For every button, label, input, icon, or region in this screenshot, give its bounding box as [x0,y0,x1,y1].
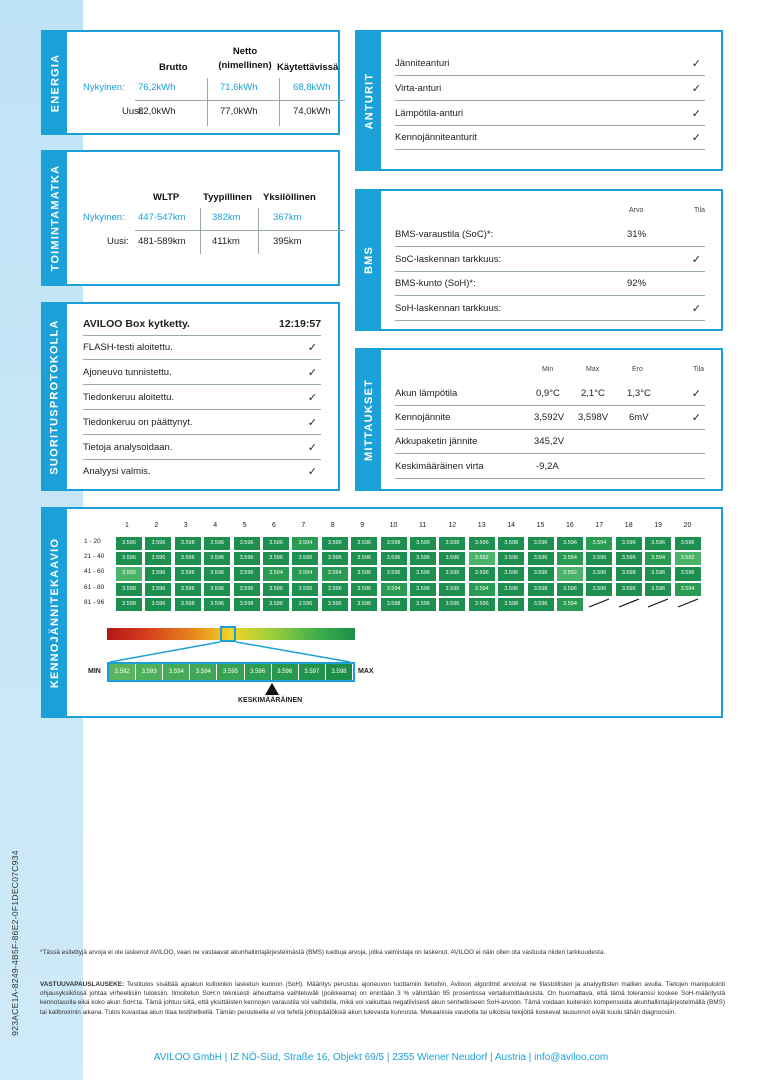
cell-voltage: 3.594 [291,536,319,551]
mittaukset-row: Akun lämpötila 0,9°C 2,1°C 1,3°C ✓ [395,382,705,406]
cell-voltage: 3.596 [262,582,290,597]
cell-voltage: 3.596 [380,551,408,566]
cell-voltage: 3.596 [144,597,172,612]
cell-voltage: 3.596 [350,536,378,551]
cell-voltage: 3.594 [321,566,349,581]
cell-voltage: 3.594 [380,582,408,597]
cell-voltage: 3.596 [115,536,143,551]
cell-voltage: 3.596 [438,566,466,581]
grid-col-label: 11 [419,522,427,529]
grid-col-label: 6 [272,522,276,529]
cell-voltage: 3.598 [380,536,408,551]
grid-row-label: 61 - 80 [84,583,105,591]
suoritus-item: Ajoneuvo tunnistettu. ✓ [83,361,321,385]
cell-voltage: 3.594 [556,551,584,566]
cell-voltage: 3.596 [527,597,555,612]
cell-voltage: 3.596 [674,536,702,551]
disclaimer: VASTUUVAPAUSLAUSEKE: Testitulos sisältää ajoakun kulloinkin lasketun kunnon (SoH). Määritys perustuu ajoneuvon tuottamiin tietoihin. Avilοon algoritmit arvioivat ne tilastollisten ja analyyttisten mallien avulla. Tietojen manipulointi ohjausyksikössä johtaa virheellisiin tuloksiin. Ilmoitetun SoH:n teknisesti aiheuttama vaihteluväli (poikkeama) on enintään 3 % vähintään 95 prosentissa vertailumittauksista. On huomattava, että tämä toleranssi koskee SoH-määritystä kennotasolla eikä koko akun SoH:ta. Tämä johtuu siitä, että yksittäisten kennojen varaustila voi vaihdella, mikä voi vaikuttaa negatiivisesti akun senhetkiseen SoH-arvoon. Tämä voidaan kuitenkin kompensoida akunhallintajärjestelmällä (BMS) tai kalibroinnin aikana. Tulos kuvastaa akun tilaa testihetkellä. Tämän perusteella ei voi tehdä johtopäätöksiä akun tulevasta kunnosta. Mekaanisia vaurioita tai ulkoisia tekijöitä koskevat lausunnot eivät kuulu tähän diagnoosiin. [40,981,725,1016]
toiminta-cell: 481-589km [138,236,186,247]
check-icon: ✓ [691,254,701,266]
cell-voltage: 3.594 [674,582,702,597]
cell-voltage: 3.592 [468,551,496,566]
cell-voltage: 3.596 [291,597,319,612]
cell-voltage: 3.596 [556,582,584,597]
cell-voltage: 3.592 [556,566,584,581]
cell-voltage: 3.596 [409,551,437,566]
toiminta-cell: 395km [273,236,302,247]
cell-voltage: 3.596 [321,551,349,566]
grid-col-label: 20 [683,522,692,529]
cell-voltage: 3.598 [115,582,143,597]
suoritus-item: Tiedonkeruu aloitettu. ✓ [83,386,321,410]
mittaukset-row: Keskimääräinen virta -9,2A [395,455,705,479]
cell-voltage: 3.596 [527,551,555,566]
cell-voltage: 3.596 [468,536,496,551]
cell-voltage: 3.596 [644,582,672,597]
energia-row1-label: Nykyinen: [83,82,125,93]
energia-h-kaytettavissa: Käytettävissä [277,62,339,73]
cell-voltage: 3.596 [321,582,349,597]
check-icon: ✓ [307,442,317,454]
cell-voltage: 3.596 [203,566,231,581]
cell-voltage: 3.596 [203,536,231,551]
energia-row2-label: Uusi: [122,106,144,117]
bms-row: BMS-kunto (SoH)*: 92% [395,272,705,296]
bms-tab: BMS [357,191,381,329]
scale-values [107,662,355,682]
toiminta-h: Yksilöllinen [263,192,316,203]
cell-voltage: 3.596 [350,566,378,581]
mittaukset-panel [355,348,723,491]
anturit-item: Virta-anturi ✓ [395,77,705,101]
grid-col-label: 18 [624,522,633,529]
grid-col-label: 7 [301,522,306,529]
cell-voltage: 3.596 [233,536,261,551]
cell-voltage: 3.596 [468,566,496,581]
cell-voltage: 3.596 [291,582,319,597]
anturit-panel [355,30,723,171]
energia-cell: 77,0kWh [220,106,258,117]
grid-col-label: 13 [477,522,486,529]
scale-value: 3.595 [217,664,244,680]
cell-voltage: 3.596 [262,551,290,566]
grid-col-label: 15 [536,522,545,529]
cell-voltage: 3.596 [409,597,437,612]
cell-voltage: 3.596 [233,566,261,581]
cell-voltage: 3.596 [233,582,261,597]
cell-voltage: 3.598 [527,582,555,597]
grid-row-label: 1 - 20 [84,538,101,545]
cell-voltage: 3.598 [497,597,525,612]
grid-col-label: 8 [330,522,335,529]
suoritusprotokolla-panel [41,302,340,491]
cell-voltage: 3.596 [468,597,496,612]
toimintamatka-panel [41,150,340,286]
cell-voltage: 3.596 [409,536,437,551]
cell-voltage: 3.596 [115,551,143,566]
anturit-tab: ANTURIT [357,32,381,169]
scale-value: 3.593 [136,664,163,680]
cell-voltage: 3.594 [262,566,290,581]
cell-voltage: 3.596 [203,551,231,566]
toiminta-h: Tyypillinen [203,192,252,203]
check-icon: ✓ [307,367,317,379]
cell-voltage: 3.596 [144,551,172,566]
mittaukset-tab: MITTAUKSET [357,350,381,489]
cell-voltage: 3.598 [174,597,202,612]
cell-voltage: 3.596 [262,597,290,612]
bms-row: SoC-laskennan tarkkuus: ✓ [395,248,705,272]
mittaukset-row: Kennojännite 3,592V 3,598V 6mV ✓ [395,406,705,430]
grid-col-label: 10 [389,522,398,529]
anturit-item: Jänniteanturi ✓ [395,52,705,76]
cell-voltage: 3.592 [674,551,702,566]
toiminta-row2-label: Uusi: [107,236,129,247]
cell-voltage: 3.596 [144,536,172,551]
cell-voltage: 3.598 [174,536,202,551]
cell-voltage: 3.596 [438,582,466,597]
footer-address: AVILOO GmbH | IZ NÖ-Süd, Straße 16, Objekt 69/5 | 2355 Wiener Neudorf | Austria | info@aviloo.com [153,1052,609,1063]
cell-voltage: 3.596 [674,566,702,581]
grid-row-label: 41 - 60 [84,568,105,576]
cell-voltage: 3.596 [497,566,525,581]
footnote: *Tässä esitettyjä arvoja ei ole laskenut AVILOO, vaan ne vastaavat akunhallintajärjestelmästä (BMS) luettuja arvoja, jotka valmistaja on laskenut. AVILOO ei näin ollen ota vastuuta niiden tarkkuudesta. [40,949,606,956]
toiminta-cell: 367km [273,212,302,223]
grid-col-label: 1 [125,522,129,529]
check-icon: ✓ [307,392,317,404]
cell-voltage: 3.596 [644,536,672,551]
cell-voltage: 3.596 [321,597,349,612]
check-icon: ✓ [691,83,701,95]
cell-voltage: 3.598 [615,566,643,581]
energia-cell: 71,6kWh [220,82,258,93]
toiminta-cell: 447-547km [138,212,186,223]
grid-col-label: 2 [154,522,159,529]
grid-col-label: 9 [360,522,365,529]
toiminta-row1-label: Nykyinen: [83,212,125,223]
mittaukset-row: Akkupaketin jännite 345,2V [395,430,705,454]
bms-h-arvo: Arvo [629,207,644,214]
scale-value: 3.596 [245,664,272,680]
cell-voltage: 3.596 [144,582,172,597]
cell-voltage: 3.598 [438,536,466,551]
cell-voltage: 3.596 [497,582,525,597]
scale-value: 3.592 [109,664,136,680]
cell-voltage [615,597,643,612]
suoritus-time: 12:19:57 [279,318,322,330]
cell-voltage: 3.596 [438,597,466,612]
energia-h-nimellinen: (nimellinen) [218,60,272,71]
cell-voltage: 3.594 [585,536,613,551]
cell-voltage: 3.596 [644,566,672,581]
cell-voltage: 3.596 [350,597,378,612]
scale-value: 3.596 [272,664,299,680]
grid-col-label: 4 [213,522,218,529]
cell-voltage: 3.596 [585,582,613,597]
mittaukset-h: Min [542,366,554,373]
cell-voltage: 3.596 [380,566,408,581]
suoritus-item: Tiedonkeruu on päättynyt. ✓ [83,411,321,435]
cell-voltage: 3.598 [497,536,525,551]
grid-col-label: 14 [507,522,515,529]
check-icon: ✓ [691,303,701,315]
energia-cell: 68,8kWh [293,82,331,93]
bms-h-tila: Tila [694,207,706,214]
energia-h-brutto: Brutto [159,62,188,73]
document-id-vertical: 923ACE1A-8249-4B5F-86E2-0F1DEC07C934 [10,849,20,1036]
scale-value: 3.594 [163,664,190,680]
bms-panel [355,189,723,331]
cell-voltage: 3.596 [203,597,231,612]
cell-voltage: 3.596 [527,566,555,581]
suoritus-item: Tietoja analysoidaan. ✓ [83,436,321,460]
mittaukset-h: Ero [632,366,643,373]
scale-min-label: MIN [88,668,101,675]
scale-max-label: MAX [358,668,374,675]
anturit-item: Lämpötila-anturi ✓ [395,102,705,126]
grid-col-label: 12 [448,522,457,529]
scale-value: 3.598 [326,664,353,680]
mittaukset-h: Tila [693,366,705,373]
cell-voltage: 3.596 [233,551,261,566]
cell-voltage: 3.592 [115,566,143,581]
cell-voltage [644,597,672,612]
cell-voltage [674,597,702,612]
check-icon: ✓ [691,388,701,400]
energia-cell: 82,0kWh [138,106,176,117]
kaavio-tab: KENNOJÄNNITEKAAVIO [43,509,67,716]
grid-col-label: 16 [566,522,574,529]
grid-col-label: 19 [654,522,662,529]
toiminta-cell: 411km [212,236,240,247]
cell-voltage: 3.596 [350,551,378,566]
check-icon: ✓ [691,58,701,70]
cell-voltage: 3.596 [291,551,319,566]
cell-voltage: 3.596 [174,551,202,566]
energia-cell: 76,2kWh [138,82,176,93]
suoritus-item: Analyysi valmis. ✓ [83,466,317,478]
check-icon: ✓ [691,108,701,120]
cell-voltage: 3.594 [644,551,672,566]
average-marker-icon [265,683,279,695]
cell-voltage: 3.596 [615,551,643,566]
cell-voltage: 3.596 [409,582,437,597]
toimintamatka-tab: TOIMINTAMATKA [43,152,67,284]
bms-row: BMS-varaustila (SoC)*: 31% [395,223,705,247]
cell-voltage: 3.596 [527,536,555,551]
cell-voltage: 3.596 [409,566,437,581]
scale-value: 3.597 [299,664,326,680]
cell-voltage: 3.594 [556,597,584,612]
check-icon: ✓ [307,417,317,429]
cell-voltage: 3.596 [615,582,643,597]
cell-voltage: 3.596 [497,551,525,566]
mittaukset-h: Max [586,366,600,373]
suoritus-item: FLASH-testi aloitettu. ✓ [83,336,321,360]
check-icon: ✓ [691,132,701,144]
cell-voltage: 3.596 [615,536,643,551]
energia-panel [41,30,340,135]
cell-voltage: 3.596 [585,551,613,566]
check-icon: ✓ [307,466,317,478]
cell-voltage: 3.596 [350,582,378,597]
cell-voltage: 3.596 [321,536,349,551]
cell-voltage: 3.596 [203,582,231,597]
check-icon: ✓ [307,342,317,354]
cell-voltage: 3.598 [380,597,408,612]
anturit-item: Kennojänniteanturit ✓ [395,126,705,150]
grid-row-label: 81 - 96 [84,598,105,606]
cell-voltage: 3.594 [291,566,319,581]
cell-voltage: 3.596 [556,536,584,551]
average-label: KESKIMÄÄRÄINEN [238,697,303,704]
cell-voltage [585,597,613,612]
cell-voltage: 3.598 [115,597,143,612]
cell-voltage: 3.596 [262,536,290,551]
energia-tab: ENERGIA [43,32,67,133]
cell-voltage: 3.598 [233,597,261,612]
grid-row-label: 21 - 40 [84,553,105,561]
bms-row: SoH-laskennan tarkkuus: ✓ [395,297,705,321]
cell-voltage: 3.596 [144,566,172,581]
cell-voltage: 3.596 [174,582,202,597]
toiminta-h: WLTP [153,192,180,203]
cell-voltage: 3.594 [468,582,496,597]
suoritus-tab: SUORITUSPROTOKOLLA [43,304,67,489]
grid-col-label: 17 [595,522,604,529]
cell-voltage: 3.596 [174,566,202,581]
grid-col-label: 5 [242,522,247,529]
toiminta-cell: 382km [212,212,241,223]
scale-value: 3.594 [190,664,217,680]
cell-voltage: 3.596 [438,551,466,566]
cell-voltage: 3.596 [585,566,613,581]
check-icon: ✓ [691,412,701,424]
energia-cell: 74,0kWh [293,106,331,117]
grid-col-label: 3 [183,522,188,529]
suoritus-head: AVILOO Box kytketty. [83,318,190,330]
energia-h-netto: Netto [232,46,258,57]
